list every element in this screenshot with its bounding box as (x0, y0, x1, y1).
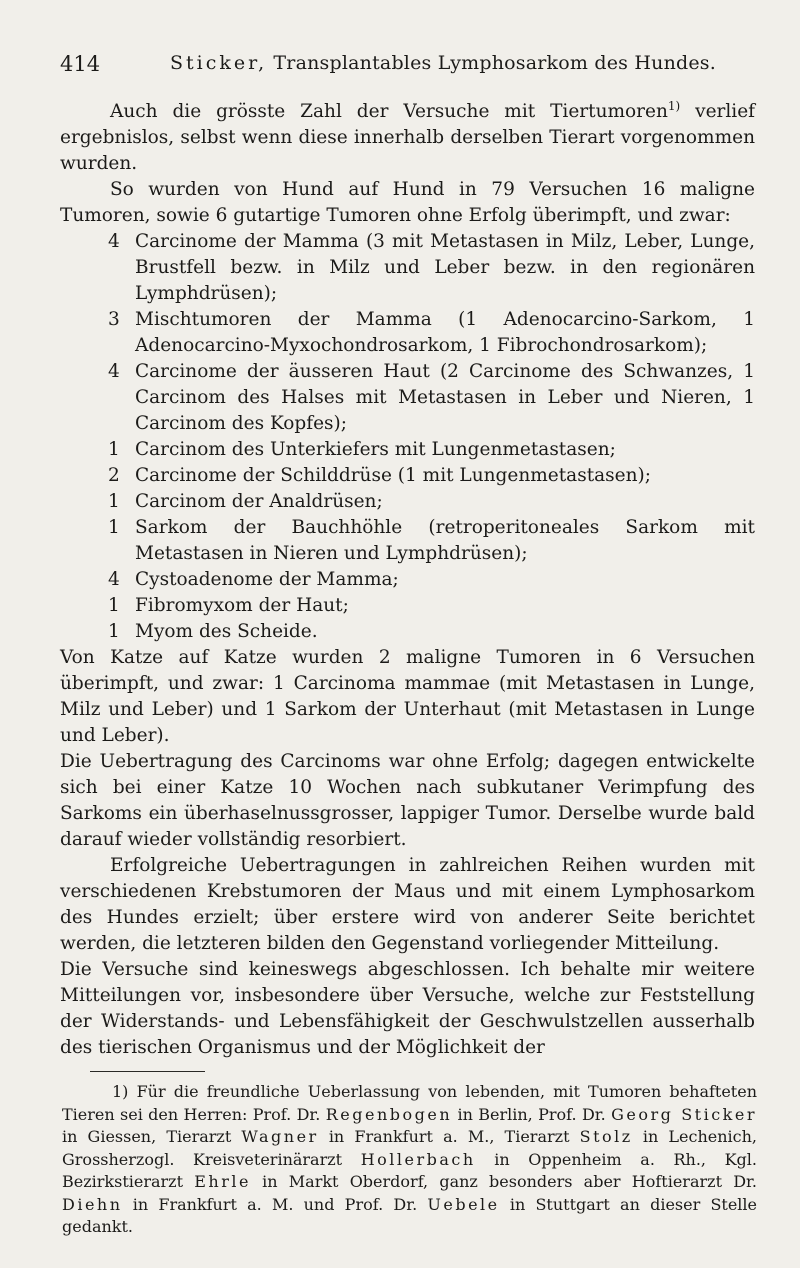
person-name: Regenbogen (325, 1104, 453, 1124)
main-text (60, 93, 755, 1061)
list-item-text: Carcinome der äusseren Haut (2 Carcinome des Schwanzes, 1 Carcinom des Halses mit Metastasen in Leber und Nieren, 1 Carcinom des Kopfes); (135, 361, 755, 435)
list-item (60, 359, 755, 437)
paragraph-6: Die Versuche sind keineswegs abgeschlossen. Ich behalte mir weitere Mitteilungen vor, insbesondere über Versuche, welche zur Feststellung der Widerstands- und Lebensfähigkeit der Geschwulstzellen ausserhalb des tierischen Organismus und der Möglichkeit der (60, 959, 755, 1059)
list-item-count: 4 (108, 569, 120, 591)
paragraph-2: So wurden von Hund auf Hund in 79 Versuchen 16 maligne Tumoren, sowie 6 gutartige Tumoren ohne Erfolg überimpft, und zwar: (60, 179, 755, 227)
paragraph-4: Die Uebertragung des Carcinoms war ohne Erfolg; dagegen entwickelte sich bei einer Katze 10 Wochen nach subkutaner Verimpfung des Sarkoms ein überhaselnussgrosser, lappiger Tumor. Derselbe wurde bald darauf wieder vollständig resorbiert. (60, 751, 755, 851)
person-name: Uebele (427, 1194, 500, 1214)
footnote-text: 1) Für die freundliche Ueberlassung von lebenden, mit Tumoren behafteten Tieren sei den Herren: Prof. Dr. Regenbogen in Berlin, Prof. Dr. Georg Sticker in Giessen, Tierarzt Wagner in Frankfurt a. M., Tierarzt Stolz in Lechenich, Grossherzogl. Kreisveterinärarzt Hollerbach in Oppenheim a. Rh., Kgl. Bezirkstierarzt Ehrle in Markt Oberdorf, ganz besonders aber Hoftierarzt Dr. Diehn in Frankfurt a. M. und Prof. Dr. Uebele in Stuttgart an dieser Stelle gedankt. (62, 1082, 758, 1236)
list-item (60, 515, 755, 567)
list-item-text: Myom des Scheide. (135, 621, 318, 643)
list-item (60, 463, 755, 489)
list-item-text: Sarkom der Bauchhöhle (retroperitoneales Sarkom mit Metastasen in Nieren und Lymphdrüsen); (135, 517, 755, 565)
list-item (60, 619, 755, 645)
person-name: Diehn (62, 1194, 123, 1214)
person-name: Wagner (241, 1127, 319, 1146)
list-item-count: 1 (108, 491, 120, 513)
paragraph-1: Auch die grösste Zahl der Versuche mit Tiertumoren$^{1)}$ verlief ergebnislos, selbst wenn diese innerhalb derselben Tierart vorgenommen wurden. (60, 99, 755, 175)
footnote (62, 1081, 757, 1239)
list-item-count: 1 (108, 621, 120, 643)
list-item (60, 593, 755, 619)
list-item (60, 229, 755, 307)
list-item-count: 4 (108, 231, 120, 253)
list-item-text: Cystoadenome der Mamma; (135, 569, 399, 591)
list-item-count: 1 (108, 439, 120, 461)
header-author: Sticker, (170, 52, 268, 74)
list-item (60, 567, 755, 593)
page-number: 414 (60, 52, 101, 76)
list-item (60, 437, 755, 463)
list-item-text: Fibromyxom der Haut; (135, 595, 349, 617)
tumor-list (60, 229, 755, 645)
list-item (60, 307, 755, 359)
list-item-count: 3 (108, 309, 120, 331)
person-name: Stolz (579, 1127, 633, 1146)
person-name: Ehrle (194, 1172, 251, 1191)
list-item-text: Carcinom des Unterkiefers mit Lungenmetastasen; (135, 439, 616, 461)
list-item-text: Carcinom der Analdrüsen; (135, 491, 383, 513)
footnote-rule (90, 1071, 205, 1072)
list-item-text: Mischtumoren der Mamma (1 Adenocarcino-Sarkom, 1 Adenocarcino-Myxochondrosarkom, 1 Fibrochondrosarkom); (135, 309, 755, 357)
list-item-count: 1 (108, 595, 120, 617)
paragraph-3: Von Katze auf Katze wurden 2 maligne Tumoren in 6 Versuchen überimpft, und zwar: 1 Carcinoma mammae (mit Metastasen in Lunge, Milz und Leber) und 1 Sarkom der Unterhaut (mit Metastasen in Lunge und Leber). (60, 647, 755, 747)
list-item-text: Carcinome der Schilddrüse (1 mit Lungenmetastasen); (135, 465, 651, 487)
footnote-marker: 1) (667, 99, 681, 113)
list-item (60, 489, 755, 515)
paragraph-5: Erfolgreiche Uebertragungen in zahlreichen Reihen wurden mit verschiedenen Krebstumoren der Maus und mit einem Lymphosarkom des Hundes erzielt; über erstere wird von anderer Seite berichtet werden, die letzteren bilden den Gegenstand vorliegender Mitteilung. (60, 855, 755, 955)
list-item-count: 4 (108, 361, 120, 383)
person-name: Hollerbach (360, 1149, 476, 1169)
list-item-count: 1 (108, 517, 120, 539)
running-header (60, 48, 760, 80)
list-item-text: Carcinome der Mamma (3 mit Metastasen in Milz, Leber, Lunge, Brustfell bezw. in Milz und Leber bezw. in den regionären Lymphdrüsen); (135, 231, 755, 305)
list-item-count: 2 (108, 465, 120, 487)
running-title (170, 52, 716, 74)
person-name: Georg Sticker (611, 1104, 757, 1124)
header-title: Transplantables Lymphosarkom des Hundes. (267, 52, 716, 74)
